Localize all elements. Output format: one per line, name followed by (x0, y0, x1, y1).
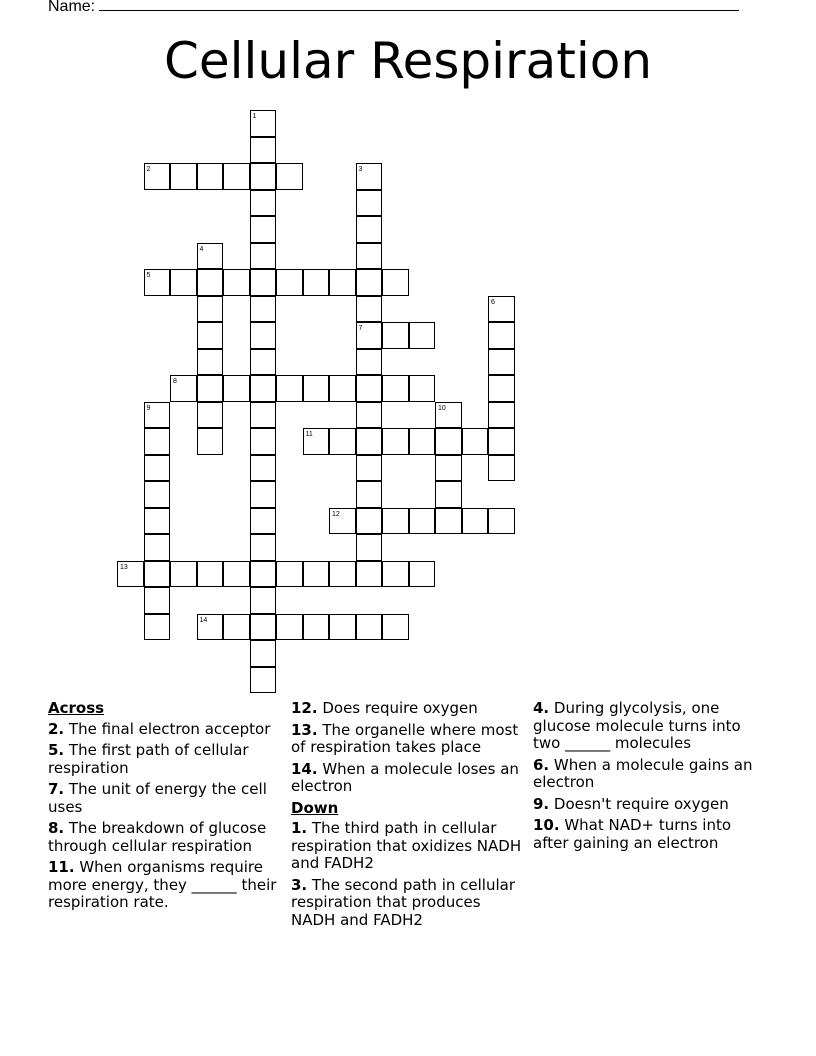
grid-cell[interactable] (250, 481, 277, 508)
grid-cell[interactable] (117, 561, 144, 588)
grid-cell[interactable] (356, 163, 383, 190)
grid-cell[interactable] (250, 428, 277, 455)
grid-cell[interactable] (250, 587, 277, 614)
grid-cell[interactable] (329, 269, 356, 296)
clue-down-6: 6. When a molecule gains an electron (533, 755, 753, 791)
grid-cell[interactable] (488, 322, 515, 349)
grid-cell[interactable] (356, 534, 383, 561)
grid-cell[interactable] (144, 269, 171, 296)
grid-cell[interactable] (144, 561, 171, 588)
grid-cell[interactable] (356, 614, 383, 641)
clue-number: 1 (252, 113, 257, 120)
grid-cell[interactable] (435, 402, 462, 429)
grid-cell[interactable] (276, 269, 303, 296)
clue-across-2: 2. The final electron acceptor (48, 719, 271, 738)
grid-cell[interactable] (356, 216, 383, 243)
grid-cell[interactable] (250, 269, 277, 296)
clue-down-1: 1. The third path in cellular respiration that oxidizes NADH and FADH2 (291, 819, 522, 872)
grid-cell[interactable] (223, 614, 250, 641)
clue-across-13: 13. The organelle where most of respiration takes place (291, 720, 519, 756)
grid-cell[interactable] (197, 269, 224, 296)
clue-number: 10 (438, 404, 446, 412)
grid-cell[interactable] (144, 455, 171, 482)
grid-cell[interactable] (250, 375, 277, 402)
grid-cell[interactable] (197, 614, 224, 641)
grid-cell[interactable] (488, 402, 515, 429)
clue-down-3: 3. The second path in cellular respiration that produces NADH and FADH2 (291, 875, 515, 929)
grid-cell[interactable] (197, 561, 224, 588)
clue-number: 7 (358, 325, 363, 332)
clue-number: 13 (120, 563, 128, 571)
grid-cell[interactable] (223, 269, 250, 296)
grid-cell[interactable] (329, 508, 356, 535)
grid-cell[interactable] (170, 269, 197, 296)
clue-across-5: 5. The first path of cellular respiration (48, 741, 249, 777)
grid-cell[interactable] (356, 455, 383, 482)
grid-cell[interactable] (250, 322, 277, 349)
grid-cell[interactable] (488, 428, 515, 455)
grid-cell[interactable] (197, 428, 224, 455)
grid-cell[interactable] (303, 428, 330, 455)
grid-cell[interactable] (329, 614, 356, 641)
grid-cell[interactable] (356, 349, 383, 376)
clue-number: 4 (199, 245, 204, 253)
grid-cell[interactable] (382, 375, 409, 402)
grid-cell[interactable] (250, 110, 277, 137)
grid-cell[interactable] (435, 428, 462, 455)
grid-cell[interactable] (303, 269, 330, 296)
grid-cell[interactable] (144, 163, 171, 190)
grid-cell[interactable] (144, 534, 171, 561)
grid-cell[interactable] (250, 561, 277, 588)
grid-cell[interactable] (197, 243, 224, 270)
clue-number: 9 (146, 404, 151, 412)
grid-cell[interactable] (276, 614, 303, 641)
grid-cell[interactable] (435, 481, 462, 508)
grid-cell[interactable] (144, 614, 171, 641)
grid-cell[interactable] (250, 296, 277, 323)
grid-cell[interactable] (250, 667, 277, 694)
grid-cell[interactable] (303, 375, 330, 402)
grid-cell[interactable] (276, 561, 303, 588)
clue-number: 14 (199, 616, 208, 624)
grid-cell[interactable] (170, 561, 197, 588)
grid-cell[interactable] (409, 322, 436, 349)
grid-cell[interactable] (356, 481, 383, 508)
across-heading: Across (48, 699, 105, 717)
grid-cell[interactable] (223, 375, 250, 402)
page-title: Cellular Respiration (163, 32, 653, 90)
clue-across-11: 11. When organisms require more energy, they ______ their respiration rate. (48, 858, 277, 911)
clue-across-12: 12. Does require oxygen (291, 699, 478, 717)
clue-across-14: 14. When a molecule loses an electron (291, 759, 519, 795)
grid-cell[interactable] (356, 375, 383, 402)
grid-cell[interactable] (144, 481, 171, 508)
grid-cell[interactable] (303, 561, 330, 588)
grid-cell[interactable] (170, 375, 197, 402)
grid-cell[interactable] (462, 508, 489, 535)
clue-number: 8 (173, 378, 177, 385)
grid-cell[interactable] (356, 322, 383, 349)
grid-cell[interactable] (250, 349, 277, 376)
grid-cell[interactable] (197, 402, 224, 429)
grid-cell[interactable] (488, 375, 515, 402)
grid-cell[interactable] (250, 455, 277, 482)
grid-cell[interactable] (250, 137, 277, 164)
grid-cell[interactable] (356, 402, 383, 429)
grid-cell[interactable] (356, 269, 383, 296)
grid-cell[interactable] (250, 534, 277, 561)
grid-cell[interactable] (409, 561, 436, 588)
grid-cell[interactable] (197, 349, 224, 376)
grid-cell[interactable] (382, 428, 409, 455)
grid-cell[interactable] (144, 428, 171, 455)
grid-cell[interactable] (356, 190, 383, 217)
grid-cell[interactable] (488, 296, 515, 323)
grid-cell[interactable] (144, 587, 171, 614)
grid-cell[interactable] (197, 296, 224, 323)
grid-cell[interactable] (356, 561, 383, 588)
grid-cell[interactable] (382, 561, 409, 588)
grid-cell[interactable] (329, 428, 356, 455)
grid-cell[interactable] (356, 296, 383, 323)
clue-across-7: 7. The unit of energy the cell uses (48, 780, 267, 816)
grid-cell[interactable] (409, 375, 436, 402)
grid-cell[interactable] (382, 614, 409, 641)
grid-cell[interactable] (329, 561, 356, 588)
clue-number: 11 (305, 431, 313, 438)
grid-cell[interactable] (250, 163, 277, 190)
grid-cell[interactable] (144, 508, 171, 535)
grid-cell[interactable] (223, 561, 250, 588)
grid-cell[interactable] (250, 243, 277, 270)
grid-cell[interactable] (250, 190, 277, 217)
grid-cell[interactable] (250, 508, 277, 535)
grid-cell[interactable] (462, 428, 489, 455)
grid-cell[interactable] (144, 402, 171, 429)
clue-column-3 (533, 700, 769, 856)
grid-cell[interactable] (250, 614, 277, 641)
clue-column-2 (291, 700, 527, 933)
clue-down-9: 9. Doesn't require oxygen (533, 794, 729, 813)
grid-cell[interactable] (356, 428, 383, 455)
clue-number: 6 (491, 298, 495, 306)
grid-cell[interactable] (329, 375, 356, 402)
grid-cell[interactable] (488, 455, 515, 482)
grid-cell[interactable] (170, 163, 197, 190)
clue-across-8: 8. The breakdown of glucose through cellular respiration (48, 819, 267, 855)
grid-cell[interactable] (382, 269, 409, 296)
name-label: Name: (48, 0, 96, 15)
grid-cell[interactable] (356, 508, 383, 535)
grid-cell[interactable] (250, 216, 277, 243)
clue-number: 12 (332, 510, 340, 518)
grid-cell[interactable] (250, 640, 277, 667)
clue-number: 5 (146, 272, 151, 279)
clue-number: 3 (358, 166, 363, 173)
grid-cell[interactable] (250, 402, 277, 429)
grid-cell[interactable] (197, 375, 224, 402)
grid-cell[interactable] (223, 163, 250, 190)
grid-cell[interactable] (382, 508, 409, 535)
grid-cell[interactable] (356, 243, 383, 270)
grid-cell[interactable] (197, 322, 224, 349)
grid-cell[interactable] (382, 322, 409, 349)
grid-cell[interactable] (276, 163, 303, 190)
grid-cell[interactable] (303, 614, 330, 641)
grid-cell[interactable] (197, 163, 224, 190)
clue-column-1 (48, 700, 284, 916)
clue-number: 2 (146, 166, 151, 173)
clue-down-10: 10. What NAD+ turns into after gaining an electron (533, 816, 732, 852)
grid-cell[interactable] (435, 508, 462, 535)
grid-cell[interactable] (409, 428, 436, 455)
grid-cell[interactable] (276, 375, 303, 402)
down-heading: Down (291, 798, 339, 817)
grid-cell[interactable] (409, 508, 436, 535)
grid-cell[interactable] (435, 455, 462, 482)
clue-down-4: 4. During glycolysis, one glucose molecule turns into two ______ molecules (533, 699, 741, 752)
grid-cell[interactable] (488, 508, 515, 535)
grid-cell[interactable] (488, 349, 515, 376)
